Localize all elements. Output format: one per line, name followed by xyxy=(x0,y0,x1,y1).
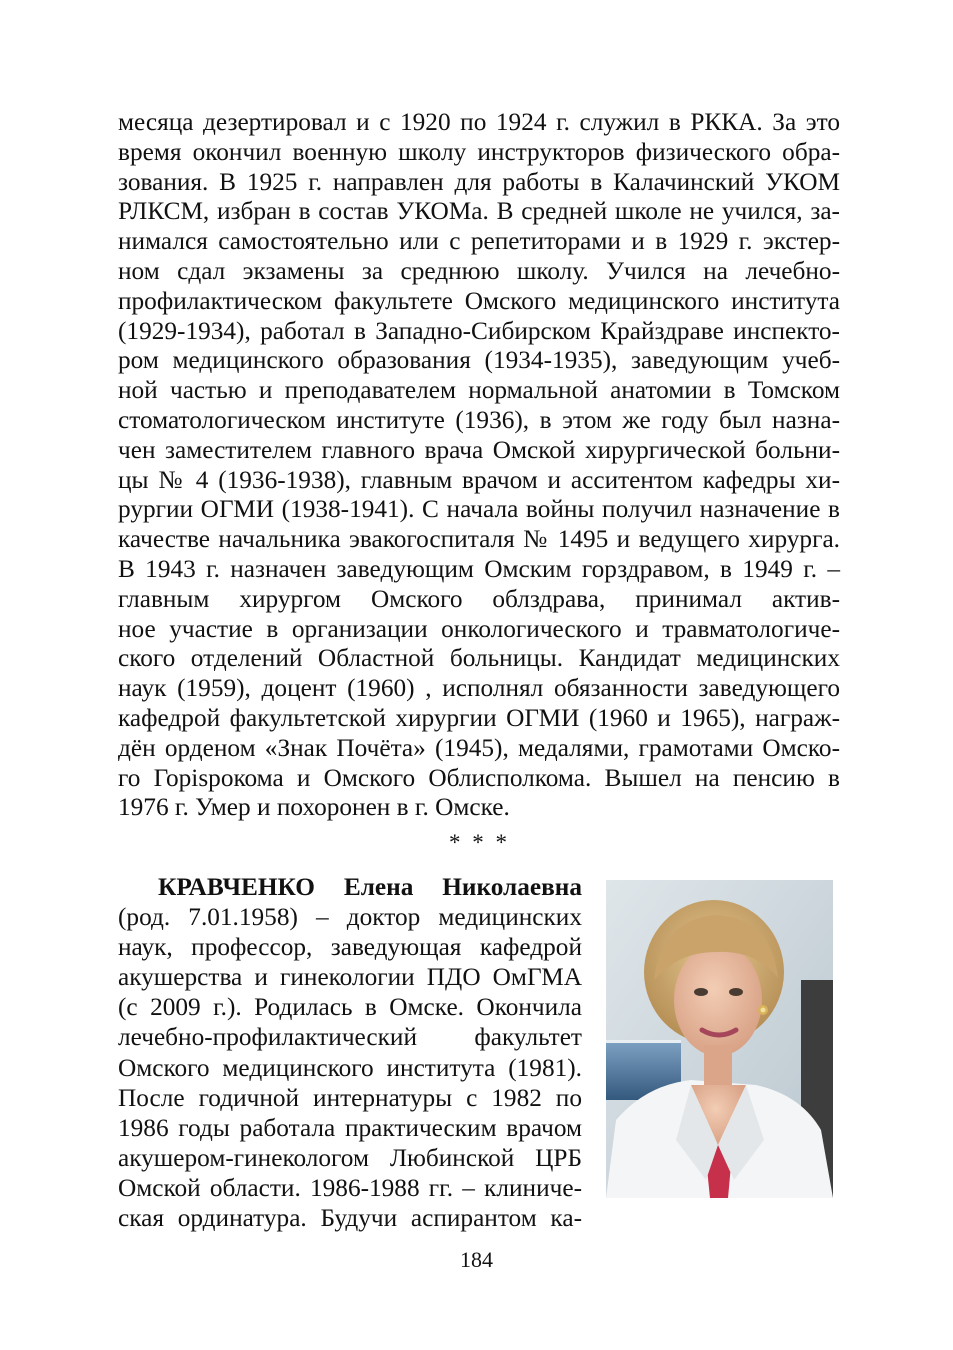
text-line: зования. В 1925 г. направлен для работы в Калачинский УКОМ xyxy=(118,167,840,196)
text-line: рургии ОГМИ (1938-1941). С начала войны получил назначение в xyxy=(118,495,840,524)
text-line: ского отделений Областной больницы. Кандидат медицинских xyxy=(118,644,840,673)
text-line: После годичной интернатуры с 1982 по xyxy=(118,1083,582,1112)
text-line: ская ординатура. Будучи аспирантом ка- xyxy=(118,1204,582,1233)
text-line: время окончил военную школу инструкторов физического обра- xyxy=(118,137,840,166)
text-line: дён орденом «Знак Почёта» (1945), медалями, грамотами Омско- xyxy=(118,733,840,762)
text-line: акушерства и гинекологии ПДО ОмГМА xyxy=(118,963,582,992)
text-line: качестве начальника эвакогоспиталя № 1495 и ведущего хирурга. xyxy=(118,525,840,554)
text-line: чен заместителем главного врача Омской хирургической больни- xyxy=(118,435,840,464)
text-line: го Горispокома и Омского Облисполкома. Вышел на пенсию в xyxy=(118,763,840,792)
person-name: КРАВЧЕНКО Елена Николаевна xyxy=(158,873,582,901)
text-line: (род. 7.01.1958) – доктор медицинских xyxy=(118,903,582,932)
text-line: (с 2009 г.). Родилась в Омске. Окончила xyxy=(118,993,582,1022)
text-line: В 1943 г. назначен заведующим Омским горздравом, в 1949 г. – xyxy=(118,554,840,583)
biography-entry xyxy=(118,872,582,1233)
text-line: цы № 4 (1936-1938), главным врачом и асситентом кафедры хи- xyxy=(118,465,840,494)
text-line: ной частью и преподавателем нормальной анатомии в Томском xyxy=(118,376,840,405)
text-line: нимался самостоятельно или с репетиторами и в 1929 г. экстер- xyxy=(118,227,840,256)
text-line: профилактическом факультете Омского медицинского института xyxy=(118,286,840,315)
text-line: 1986 годы работала практическим врачом xyxy=(118,1113,582,1142)
text-line: наук (1959), доцент (1960) , исполнял обязанности заведующего xyxy=(118,674,840,703)
text-line: стоматологическом институте (1936), в этом же году был назна- xyxy=(118,405,840,434)
text-line: кафедрой факультетской хирургии ОГМИ (1960 и 1965), награж- xyxy=(118,703,840,732)
text-line: ном сдал экзамены за среднюю школу. Учился на лечебно- xyxy=(118,256,840,285)
text-line: наук, профессор, заведующая кафедрой xyxy=(118,933,582,962)
text-line: Омского медицинского института (1981). xyxy=(118,1053,582,1082)
page-number: 184 xyxy=(460,1247,493,1272)
main-text xyxy=(118,108,840,823)
text-line: лечебно-профилактический факультет xyxy=(118,1023,582,1052)
text-line: главным хирургом Омского облздрава, принимал актив- xyxy=(118,584,840,613)
text-line: месяца дезертировал и с 1920 по 1924 г. служил в РККА. За это xyxy=(118,108,840,136)
portrait-photo xyxy=(606,880,833,1198)
section-separator: * * * xyxy=(449,830,510,855)
text-line: (1929-1934), работал в Западно-Сибирском Крайздраве инспекто- xyxy=(118,316,840,345)
text-line: акушером-гинекологом Любинской ЦРБ xyxy=(118,1143,582,1172)
text-line: Омской области. 1986-1988 гг. – клиниче- xyxy=(118,1173,582,1202)
text-line: РЛКСМ, избран в состав УКОМа. В средней школе не учился, за- xyxy=(118,197,840,226)
text-line: ное участие в организации онкологического и травматологиче- xyxy=(118,614,840,643)
text-line: 1976 г. Умер и похоронен в г. Омске. xyxy=(118,793,510,822)
text-line: ром медицинского образования (1934-1935), заведующим учеб- xyxy=(118,346,840,375)
